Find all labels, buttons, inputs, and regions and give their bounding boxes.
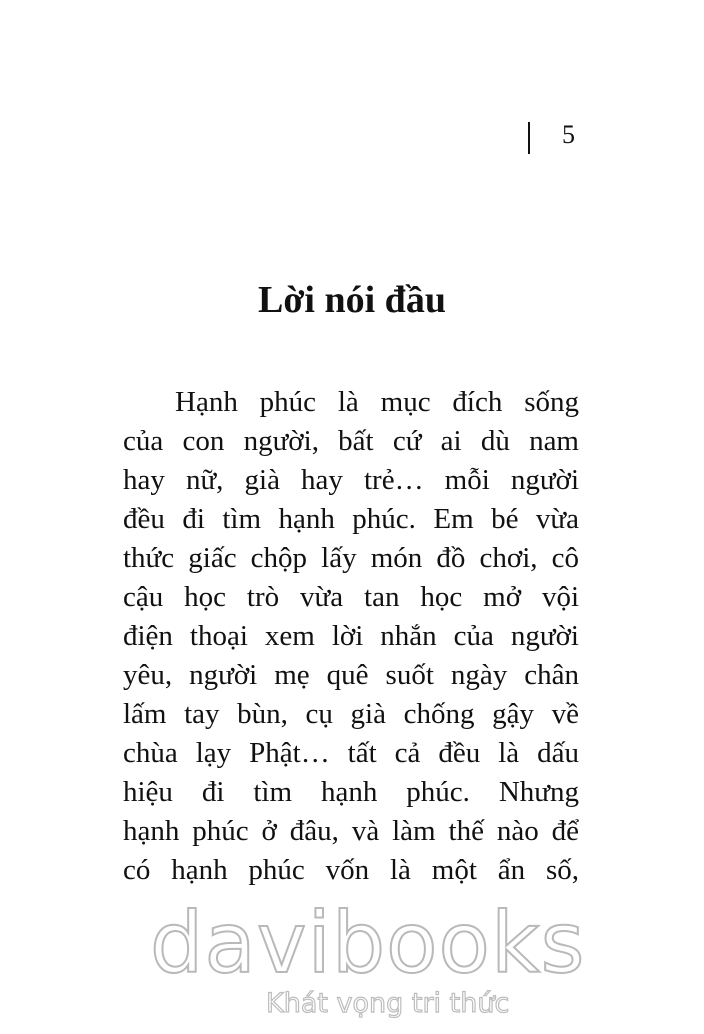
header-rule <box>528 122 530 154</box>
watermark <box>150 894 586 1025</box>
body-line: lấm tay bùn, cụ già chống gậy về <box>123 698 579 730</box>
body-line: của con người, bất cứ ai dù nam <box>123 425 579 457</box>
body-line: Hạnh phúc là mục đích sống <box>175 386 579 418</box>
body-line: thức giấc chộp lấy món đồ chơi, cô <box>123 542 579 574</box>
body-line: đều đi tìm hạnh phúc. Em bé vừa <box>123 503 579 535</box>
page-number: 5 <box>562 120 575 149</box>
chapter-title: Lời nói đầu <box>258 279 446 321</box>
watermark-logo: davibooks <box>150 894 586 992</box>
body-line: điện thoại xem lời nhắn của người <box>123 620 579 652</box>
body-line: hiệu đi tìm hạnh phúc. Nhưng <box>123 776 579 808</box>
watermark-tagline: Khát vọng tri thức <box>266 988 510 1019</box>
body-line: có hạnh phúc vốn là một ẩn số, <box>123 854 579 886</box>
body-line: hay nữ, già hay trẻ… mỗi người <box>123 464 579 496</box>
body-paragraph <box>123 383 579 890</box>
page-header <box>520 112 590 156</box>
body-line: chùa lạy Phật… tất cả đều là dấu <box>123 737 579 769</box>
body-line: hạnh phúc ở đâu, và làm thế nào để <box>123 815 579 847</box>
body-line: yêu, người mẹ quê suốt ngày chân <box>123 659 579 691</box>
body-line: cậu học trò vừa tan học mở vội <box>123 581 579 613</box>
